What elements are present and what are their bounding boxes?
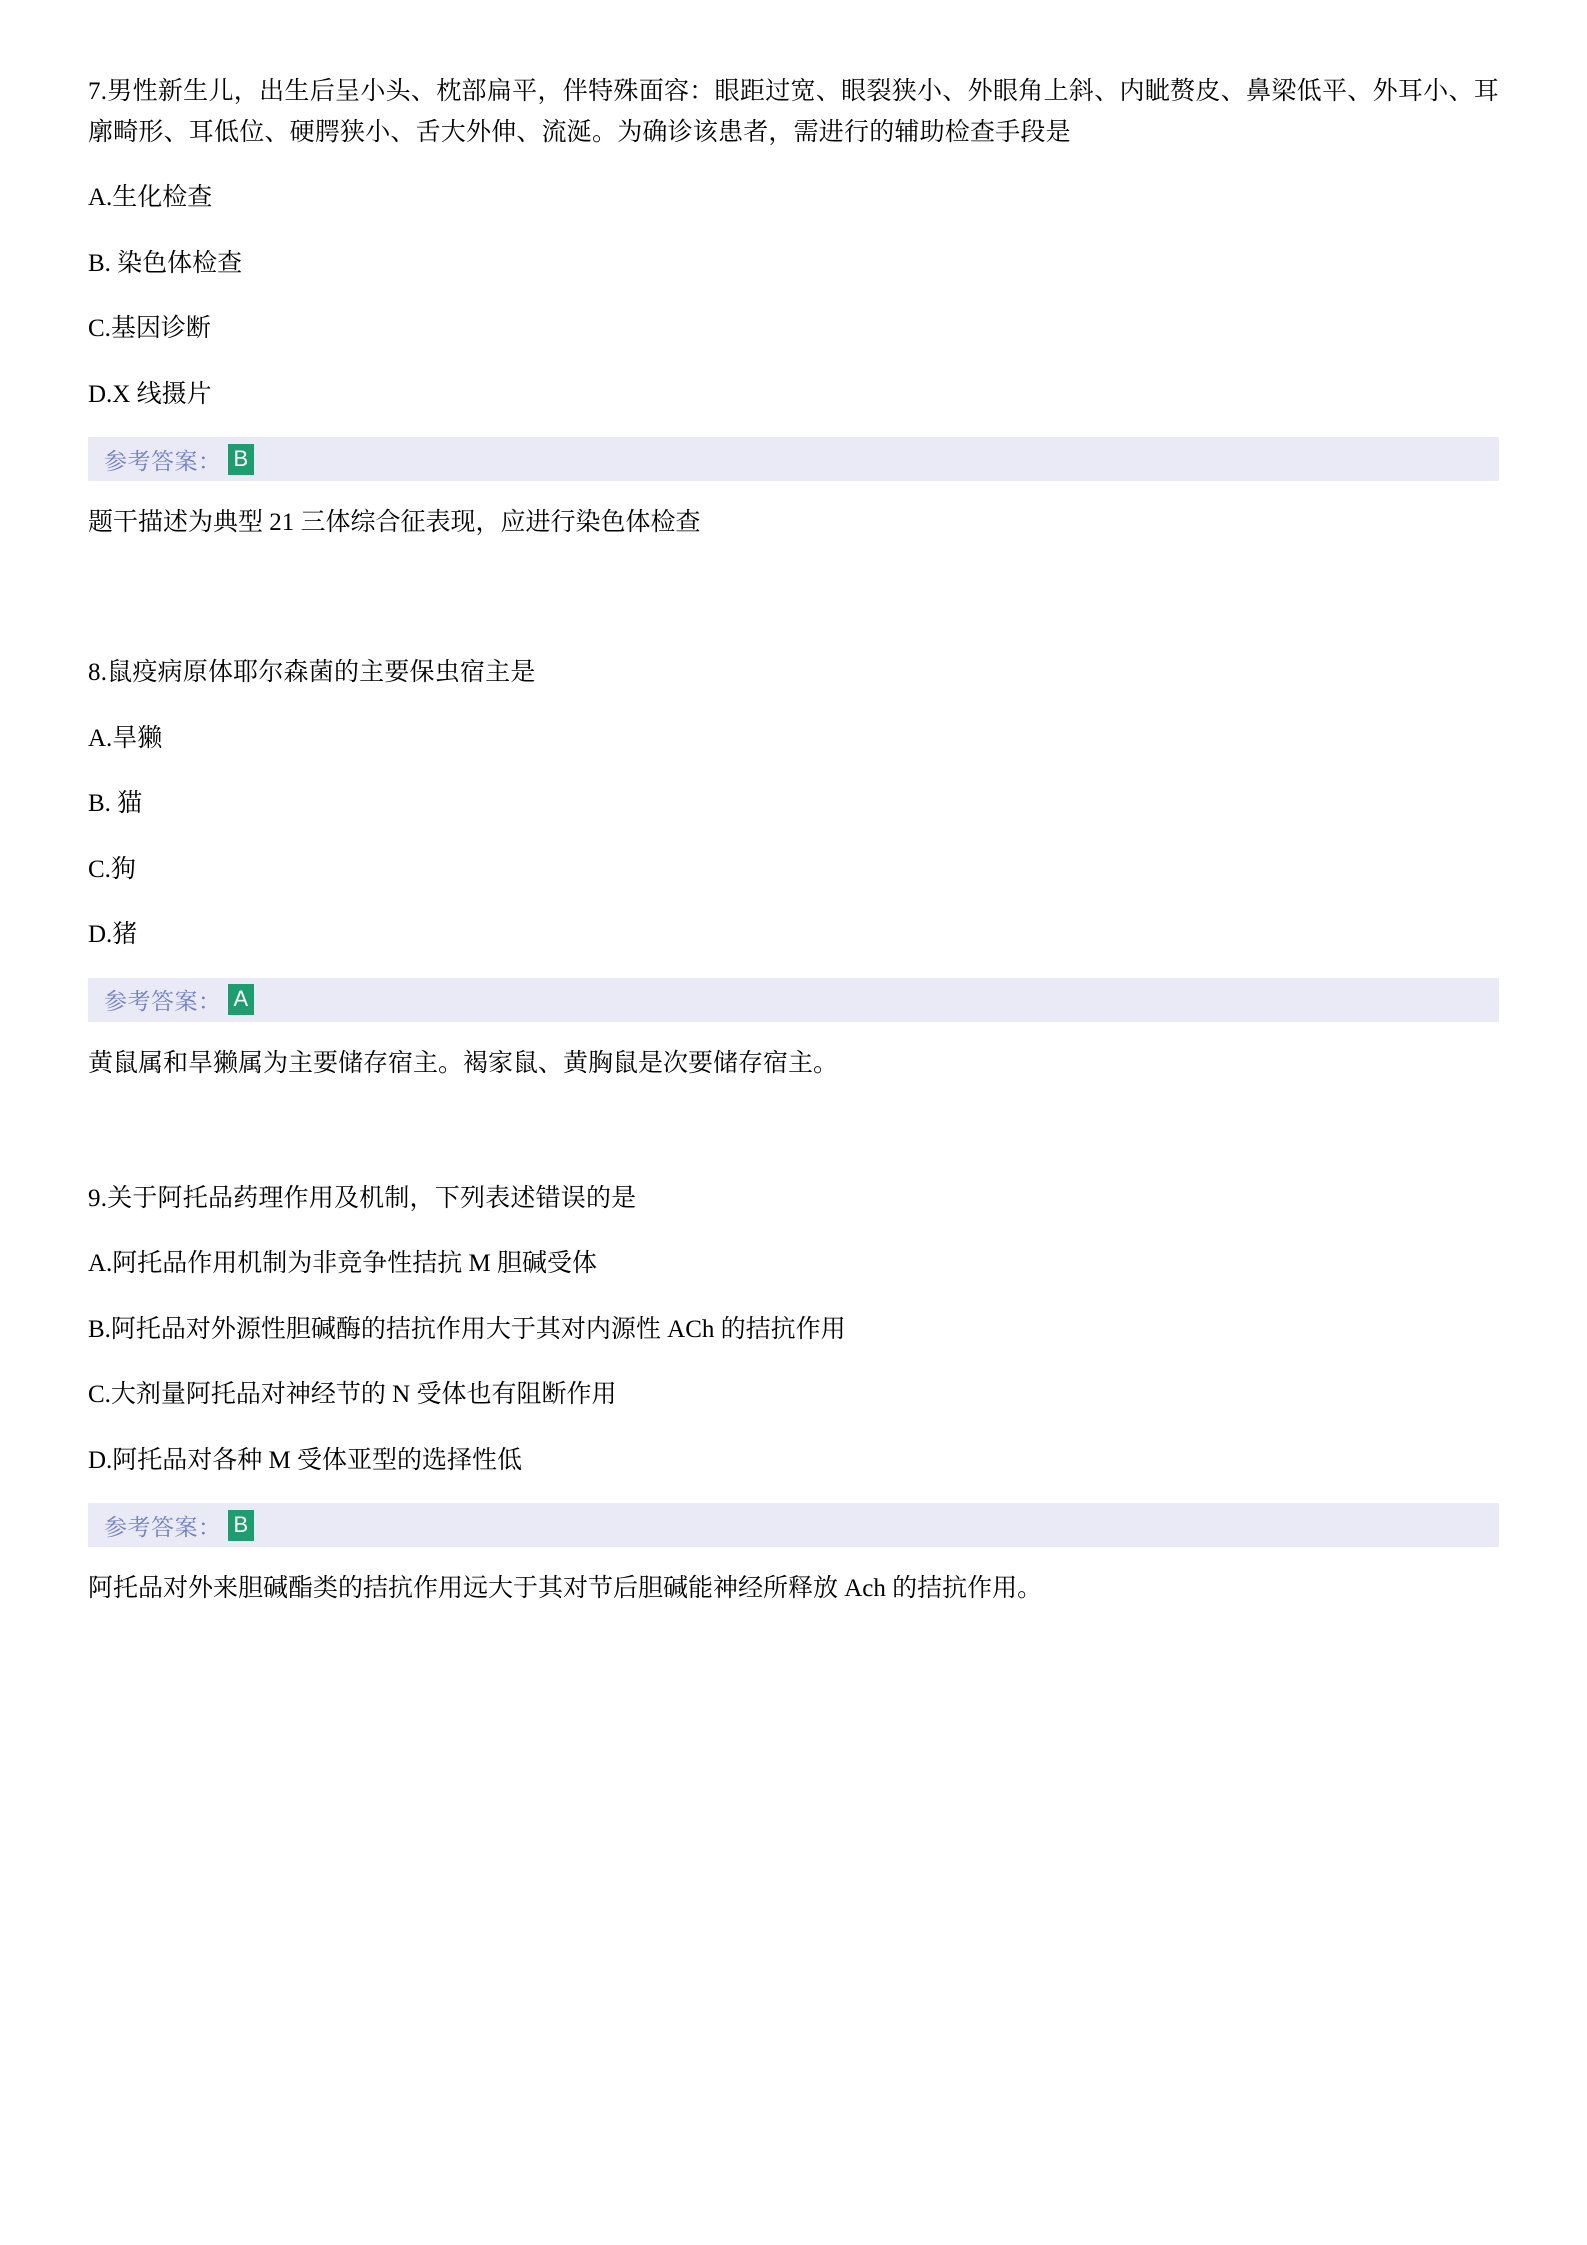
question-block xyxy=(88,653,1499,1084)
question-option[interactable]: B. 猫 xyxy=(88,790,143,817)
answer-explanation: 黄鼠属和旱獭属为主要储存宿主。褐家鼠、黄胸鼠是次要储存宿主。 xyxy=(88,1049,839,1077)
question-option[interactable]: C.狗 xyxy=(88,855,136,883)
question-option[interactable]: B.阿托品对外源性胆碱酶的拮抗作用大于其对内源性 ACh 的拮抗作用 xyxy=(88,1315,846,1343)
question-option[interactable]: D.阿托品对各种 M 受体亚型的选择性低 xyxy=(88,1446,523,1474)
answer-label: 参考答案： xyxy=(104,989,222,1014)
question-option[interactable]: C.基因诊断 xyxy=(88,315,211,342)
answer-bar xyxy=(88,1503,1499,1547)
question-block xyxy=(88,72,1499,543)
question-option[interactable]: A.阿托品作用机制为非竞争性拮抗 M 胆碱受体 xyxy=(88,1250,598,1277)
question-option[interactable]: A.生化检查 xyxy=(88,184,213,211)
section-spacer xyxy=(88,543,1499,653)
answer-explanation: 题干描述为典型 21 三体综合征表现，应进行染色体检查 xyxy=(88,509,701,536)
question-stem: 7.男性新生儿，出生后呈小头、枕部扁平，伴特殊面容：眼距过宽、眼裂狭小、外眼角上斜、内眦赘皮、鼻梁低平、外耳小、耳廓畸形、耳低位、硬腭狭小、舌大外伸、流涎。为确诊该患者，需进行的辅助检查手段是 xyxy=(88,78,1499,146)
answer-explanation: 阿托品对外来胆碱酯类的拮抗作用远大于其对节后胆碱能神经所释放 Ach 的拮抗作用。 xyxy=(88,1575,1043,1602)
question-option[interactable]: A.旱獭 xyxy=(88,724,163,752)
question-option[interactable]: C.大剂量阿托品对神经节的 N 受体也有阻断作用 xyxy=(88,1381,617,1408)
question-option[interactable]: D.X 线摄片 xyxy=(88,380,212,408)
answer-bar xyxy=(88,978,1499,1022)
answer-value: B xyxy=(228,1510,255,1541)
answer-value: B xyxy=(228,444,255,475)
question-stem: 8.鼠疫病原体耶尔森菌的主要保虫宿主是 xyxy=(88,659,536,686)
question-option[interactable]: D.猪 xyxy=(88,921,138,948)
question-stem: 9.关于阿托品药理作用及机制，下列表述错误的是 xyxy=(88,1184,637,1212)
answer-label: 参考答案： xyxy=(104,1514,222,1540)
question-block xyxy=(88,1179,1499,1610)
answer-label: 参考答案： xyxy=(104,448,222,474)
section-spacer xyxy=(88,1084,1499,1179)
question-option[interactable]: B. 染色体检查 xyxy=(88,249,243,277)
answer-value: A xyxy=(228,984,255,1015)
answer-bar xyxy=(88,437,1499,481)
